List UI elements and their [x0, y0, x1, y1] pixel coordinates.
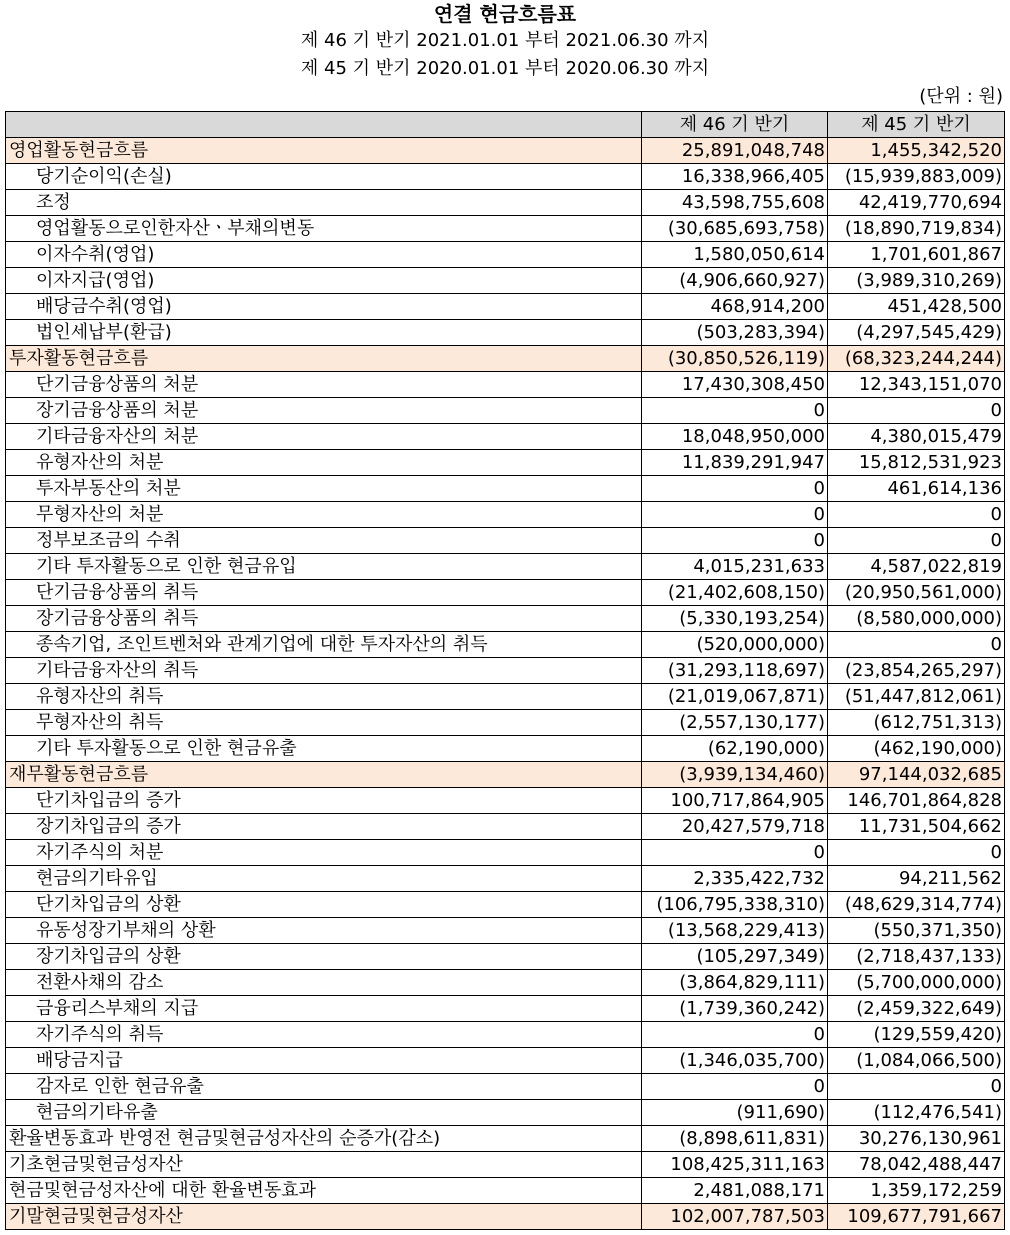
table-row [6, 996, 1005, 1022]
period-current: 제 46 기 반기 2021.01.01 부터 2021.06.30 까지 [300, 30, 710, 51]
row-value-prior: (1,084,066,500) [828, 1048, 1005, 1074]
table-row [6, 372, 1005, 398]
row-label: 금융리스부채의 지급 [6, 996, 642, 1022]
header-cell-current: 제 46 기 반기 [642, 112, 828, 138]
table-row [6, 476, 1005, 502]
table-row [6, 632, 1005, 658]
table-row [6, 242, 1005, 268]
row-value-prior: (3,989,310,269) [828, 268, 1005, 294]
row-label: 배당금지급 [6, 1048, 642, 1074]
row-value-current: 0 [642, 1074, 828, 1100]
table-row [6, 554, 1005, 580]
table-row [6, 736, 1005, 762]
row-label: 유동성장기부채의 상환 [6, 918, 642, 944]
row-value-current: (1,739,360,242) [642, 996, 828, 1022]
row-value-current: 1,580,050,614 [642, 242, 828, 268]
row-label: 감자로 인한 현금유출 [6, 1074, 642, 1100]
row-value-prior: 97,144,032,685 [828, 762, 1005, 788]
row-value-prior: 461,614,136 [828, 476, 1005, 502]
row-value-current: 2,335,422,732 [642, 866, 828, 892]
table-row [6, 1074, 1005, 1100]
row-value-prior: 4,380,015,479 [828, 424, 1005, 450]
table-row [6, 814, 1005, 840]
row-value-prior: 12,343,151,070 [828, 372, 1005, 398]
table-row [6, 268, 1005, 294]
row-value-current: 4,015,231,633 [642, 554, 828, 580]
row-value-current: (62,190,000) [642, 736, 828, 762]
cash-flow-table [5, 111, 1005, 1230]
row-label: 단기금융상품의 처분 [6, 372, 642, 398]
row-label: 현금의기타유입 [6, 866, 642, 892]
row-label: 기타 투자활동으로 인한 현금유출 [6, 736, 642, 762]
row-value-prior: (550,371,350) [828, 918, 1005, 944]
row-value-prior: 0 [828, 840, 1005, 866]
table-row [6, 840, 1005, 866]
row-label: 유형자산의 취득 [6, 684, 642, 710]
unit-label: (단위 : 원) [919, 86, 1003, 107]
row-value-prior: 4,587,022,819 [828, 554, 1005, 580]
row-label: 현금의기타유출 [6, 1100, 642, 1126]
row-label: 투자부동산의 처분 [6, 476, 642, 502]
row-value-current: 16,338,966,405 [642, 164, 828, 190]
table-row [6, 1178, 1005, 1204]
row-label: 이자지급(영업) [6, 268, 642, 294]
row-label: 배당금수취(영업) [6, 294, 642, 320]
row-value-current: 25,891,048,748 [642, 138, 828, 164]
row-label: 종속기업, 조인트벤처와 관계기업에 대한 투자자산의 취득 [6, 632, 642, 658]
row-value-prior: 1,701,601,867 [828, 242, 1005, 268]
row-value-current: 2,481,088,171 [642, 1178, 828, 1204]
table-row [6, 1100, 1005, 1126]
row-value-current: (8,898,611,831) [642, 1126, 828, 1152]
table-row [6, 1152, 1005, 1178]
row-value-prior: 94,211,562 [828, 866, 1005, 892]
row-label: 무형자산의 처분 [6, 502, 642, 528]
row-label: 장기금융상품의 처분 [6, 398, 642, 424]
row-value-prior: 15,812,531,923 [828, 450, 1005, 476]
row-value-current: 468,914,200 [642, 294, 828, 320]
row-value-prior: 11,731,504,662 [828, 814, 1005, 840]
row-label: 기초현금및현금성자산 [6, 1152, 642, 1178]
table-row [6, 320, 1005, 346]
row-label: 기타금융자산의 처분 [6, 424, 642, 450]
table-header-row [6, 112, 1005, 138]
period-prior: 제 45 기 반기 2020.01.01 부터 2020.06.30 까지 [300, 58, 710, 79]
table-row [6, 944, 1005, 970]
row-value-prior: 0 [828, 528, 1005, 554]
row-value-prior: (112,476,541) [828, 1100, 1005, 1126]
table-row [6, 164, 1005, 190]
row-value-current: (31,293,118,697) [642, 658, 828, 684]
row-value-current: (911,690) [642, 1100, 828, 1126]
row-label: 투자활동현금흐름 [6, 346, 642, 372]
row-value-current: (3,864,829,111) [642, 970, 828, 996]
table-row [6, 866, 1005, 892]
row-value-prior: 109,677,791,667 [828, 1204, 1005, 1230]
header-cell-prior: 제 45 기 반기 [828, 112, 1005, 138]
row-value-current: (30,850,526,119) [642, 346, 828, 372]
row-label: 유형자산의 처분 [6, 450, 642, 476]
table-row [6, 502, 1005, 528]
table-row [6, 788, 1005, 814]
row-value-current: 0 [642, 840, 828, 866]
row-value-current: (30,685,693,758) [642, 216, 828, 242]
row-label: 자기주식의 취득 [6, 1022, 642, 1048]
row-value-prior: (18,890,719,834) [828, 216, 1005, 242]
row-value-prior: (2,718,437,133) [828, 944, 1005, 970]
row-value-current: (1,346,035,700) [642, 1048, 828, 1074]
row-value-current: (4,906,660,927) [642, 268, 828, 294]
table-row [6, 762, 1005, 788]
row-value-prior: (5,700,000,000) [828, 970, 1005, 996]
row-value-current: 0 [642, 1022, 828, 1048]
statement-header [0, 1, 1010, 83]
row-value-current: 43,598,755,608 [642, 190, 828, 216]
row-value-prior: (68,323,244,244) [828, 346, 1005, 372]
row-value-prior: (48,629,314,774) [828, 892, 1005, 918]
row-label: 재무활동현금흐름 [6, 762, 642, 788]
row-value-prior: (20,950,561,000) [828, 580, 1005, 606]
row-value-prior: (2,459,322,649) [828, 996, 1005, 1022]
table-row [6, 424, 1005, 450]
row-value-current: (2,557,130,177) [642, 710, 828, 736]
row-value-prior: 1,455,342,520 [828, 138, 1005, 164]
row-value-prior: 78,042,488,447 [828, 1152, 1005, 1178]
table-row [6, 216, 1005, 242]
row-value-current: (3,939,134,460) [642, 762, 828, 788]
row-label: 환율변동효과 반영전 현금및현금성자산의 순증가(감소) [6, 1126, 642, 1152]
row-value-prior: (23,854,265,297) [828, 658, 1005, 684]
table-row [6, 398, 1005, 424]
row-value-prior: (462,190,000) [828, 736, 1005, 762]
table-row [6, 606, 1005, 632]
table-row [6, 918, 1005, 944]
row-label: 기타 투자활동으로 인한 현금유입 [6, 554, 642, 580]
row-value-current: (105,297,349) [642, 944, 828, 970]
table-row [6, 1126, 1005, 1152]
row-value-current: (13,568,229,413) [642, 918, 828, 944]
table-row [6, 892, 1005, 918]
row-label: 법인세납부(환급) [6, 320, 642, 346]
row-value-current: (21,402,608,150) [642, 580, 828, 606]
row-value-current: 0 [642, 502, 828, 528]
row-value-current: 11,839,291,947 [642, 450, 828, 476]
row-value-prior: 0 [828, 502, 1005, 528]
row-label: 현금및현금성자산에 대한 환율변동효과 [6, 1178, 642, 1204]
table-row [6, 580, 1005, 606]
row-value-prior: (51,447,812,061) [828, 684, 1005, 710]
table-row [6, 138, 1005, 164]
row-label: 전환사채의 감소 [6, 970, 642, 996]
row-label: 자기주식의 처분 [6, 840, 642, 866]
table-row [6, 710, 1005, 736]
row-value-current: (520,000,000) [642, 632, 828, 658]
row-label: 단기금융상품의 취득 [6, 580, 642, 606]
row-value-prior: 146,701,864,828 [828, 788, 1005, 814]
row-value-prior: (129,559,420) [828, 1022, 1005, 1048]
table-row [6, 1204, 1005, 1230]
row-value-prior: 30,276,130,961 [828, 1126, 1005, 1152]
row-label: 장기차입금의 증가 [6, 814, 642, 840]
row-value-current: (21,019,067,871) [642, 684, 828, 710]
table-row [6, 190, 1005, 216]
row-label: 장기금융상품의 취득 [6, 606, 642, 632]
table-row [6, 970, 1005, 996]
table-row [6, 1048, 1005, 1074]
row-label: 정부보조금의 수취 [6, 528, 642, 554]
row-value-prior: 0 [828, 1074, 1005, 1100]
row-label: 단기차입금의 상환 [6, 892, 642, 918]
row-value-prior: (612,751,313) [828, 710, 1005, 736]
row-value-current: (503,283,394) [642, 320, 828, 346]
row-value-prior: (15,939,883,009) [828, 164, 1005, 190]
row-label: 장기차입금의 상환 [6, 944, 642, 970]
row-value-current: 100,717,864,905 [642, 788, 828, 814]
row-value-current: (106,795,338,310) [642, 892, 828, 918]
row-value-current: 20,427,579,718 [642, 814, 828, 840]
row-label: 영업활동으로인한자산ㆍ부채의변동 [6, 216, 642, 242]
row-value-current: 18,048,950,000 [642, 424, 828, 450]
row-label: 영업활동현금흐름 [6, 138, 642, 164]
table-row [6, 294, 1005, 320]
row-value-current: 0 [642, 398, 828, 424]
row-value-prior: 0 [828, 632, 1005, 658]
row-value-prior: 42,419,770,694 [828, 190, 1005, 216]
row-value-current: 108,425,311,163 [642, 1152, 828, 1178]
table-row [6, 658, 1005, 684]
row-label: 무형자산의 취득 [6, 710, 642, 736]
row-value-current: 102,007,787,503 [642, 1204, 828, 1230]
table-row [6, 684, 1005, 710]
row-value-prior: 0 [828, 398, 1005, 424]
row-value-current: 0 [642, 528, 828, 554]
row-label: 당기순이익(손실) [6, 164, 642, 190]
row-label: 단기차입금의 증가 [6, 788, 642, 814]
row-value-prior: 1,359,172,259 [828, 1178, 1005, 1204]
header-cell-label [6, 112, 642, 138]
table-row [6, 528, 1005, 554]
row-value-current: (5,330,193,254) [642, 606, 828, 632]
row-value-prior: (8,580,000,000) [828, 606, 1005, 632]
row-label: 이자수취(영업) [6, 242, 642, 268]
row-label: 조정 [6, 190, 642, 216]
row-label: 기타금융자산의 취득 [6, 658, 642, 684]
row-label: 기말현금및현금성자산 [6, 1204, 642, 1230]
row-value-prior: 451,428,500 [828, 294, 1005, 320]
table-row [6, 450, 1005, 476]
statement-title: 연결 현금흐름표 [433, 2, 577, 26]
table-row [6, 1022, 1005, 1048]
row-value-current: 17,430,308,450 [642, 372, 828, 398]
row-value-prior: (4,297,545,429) [828, 320, 1005, 346]
row-value-current: 0 [642, 476, 828, 502]
table-row [6, 346, 1005, 372]
